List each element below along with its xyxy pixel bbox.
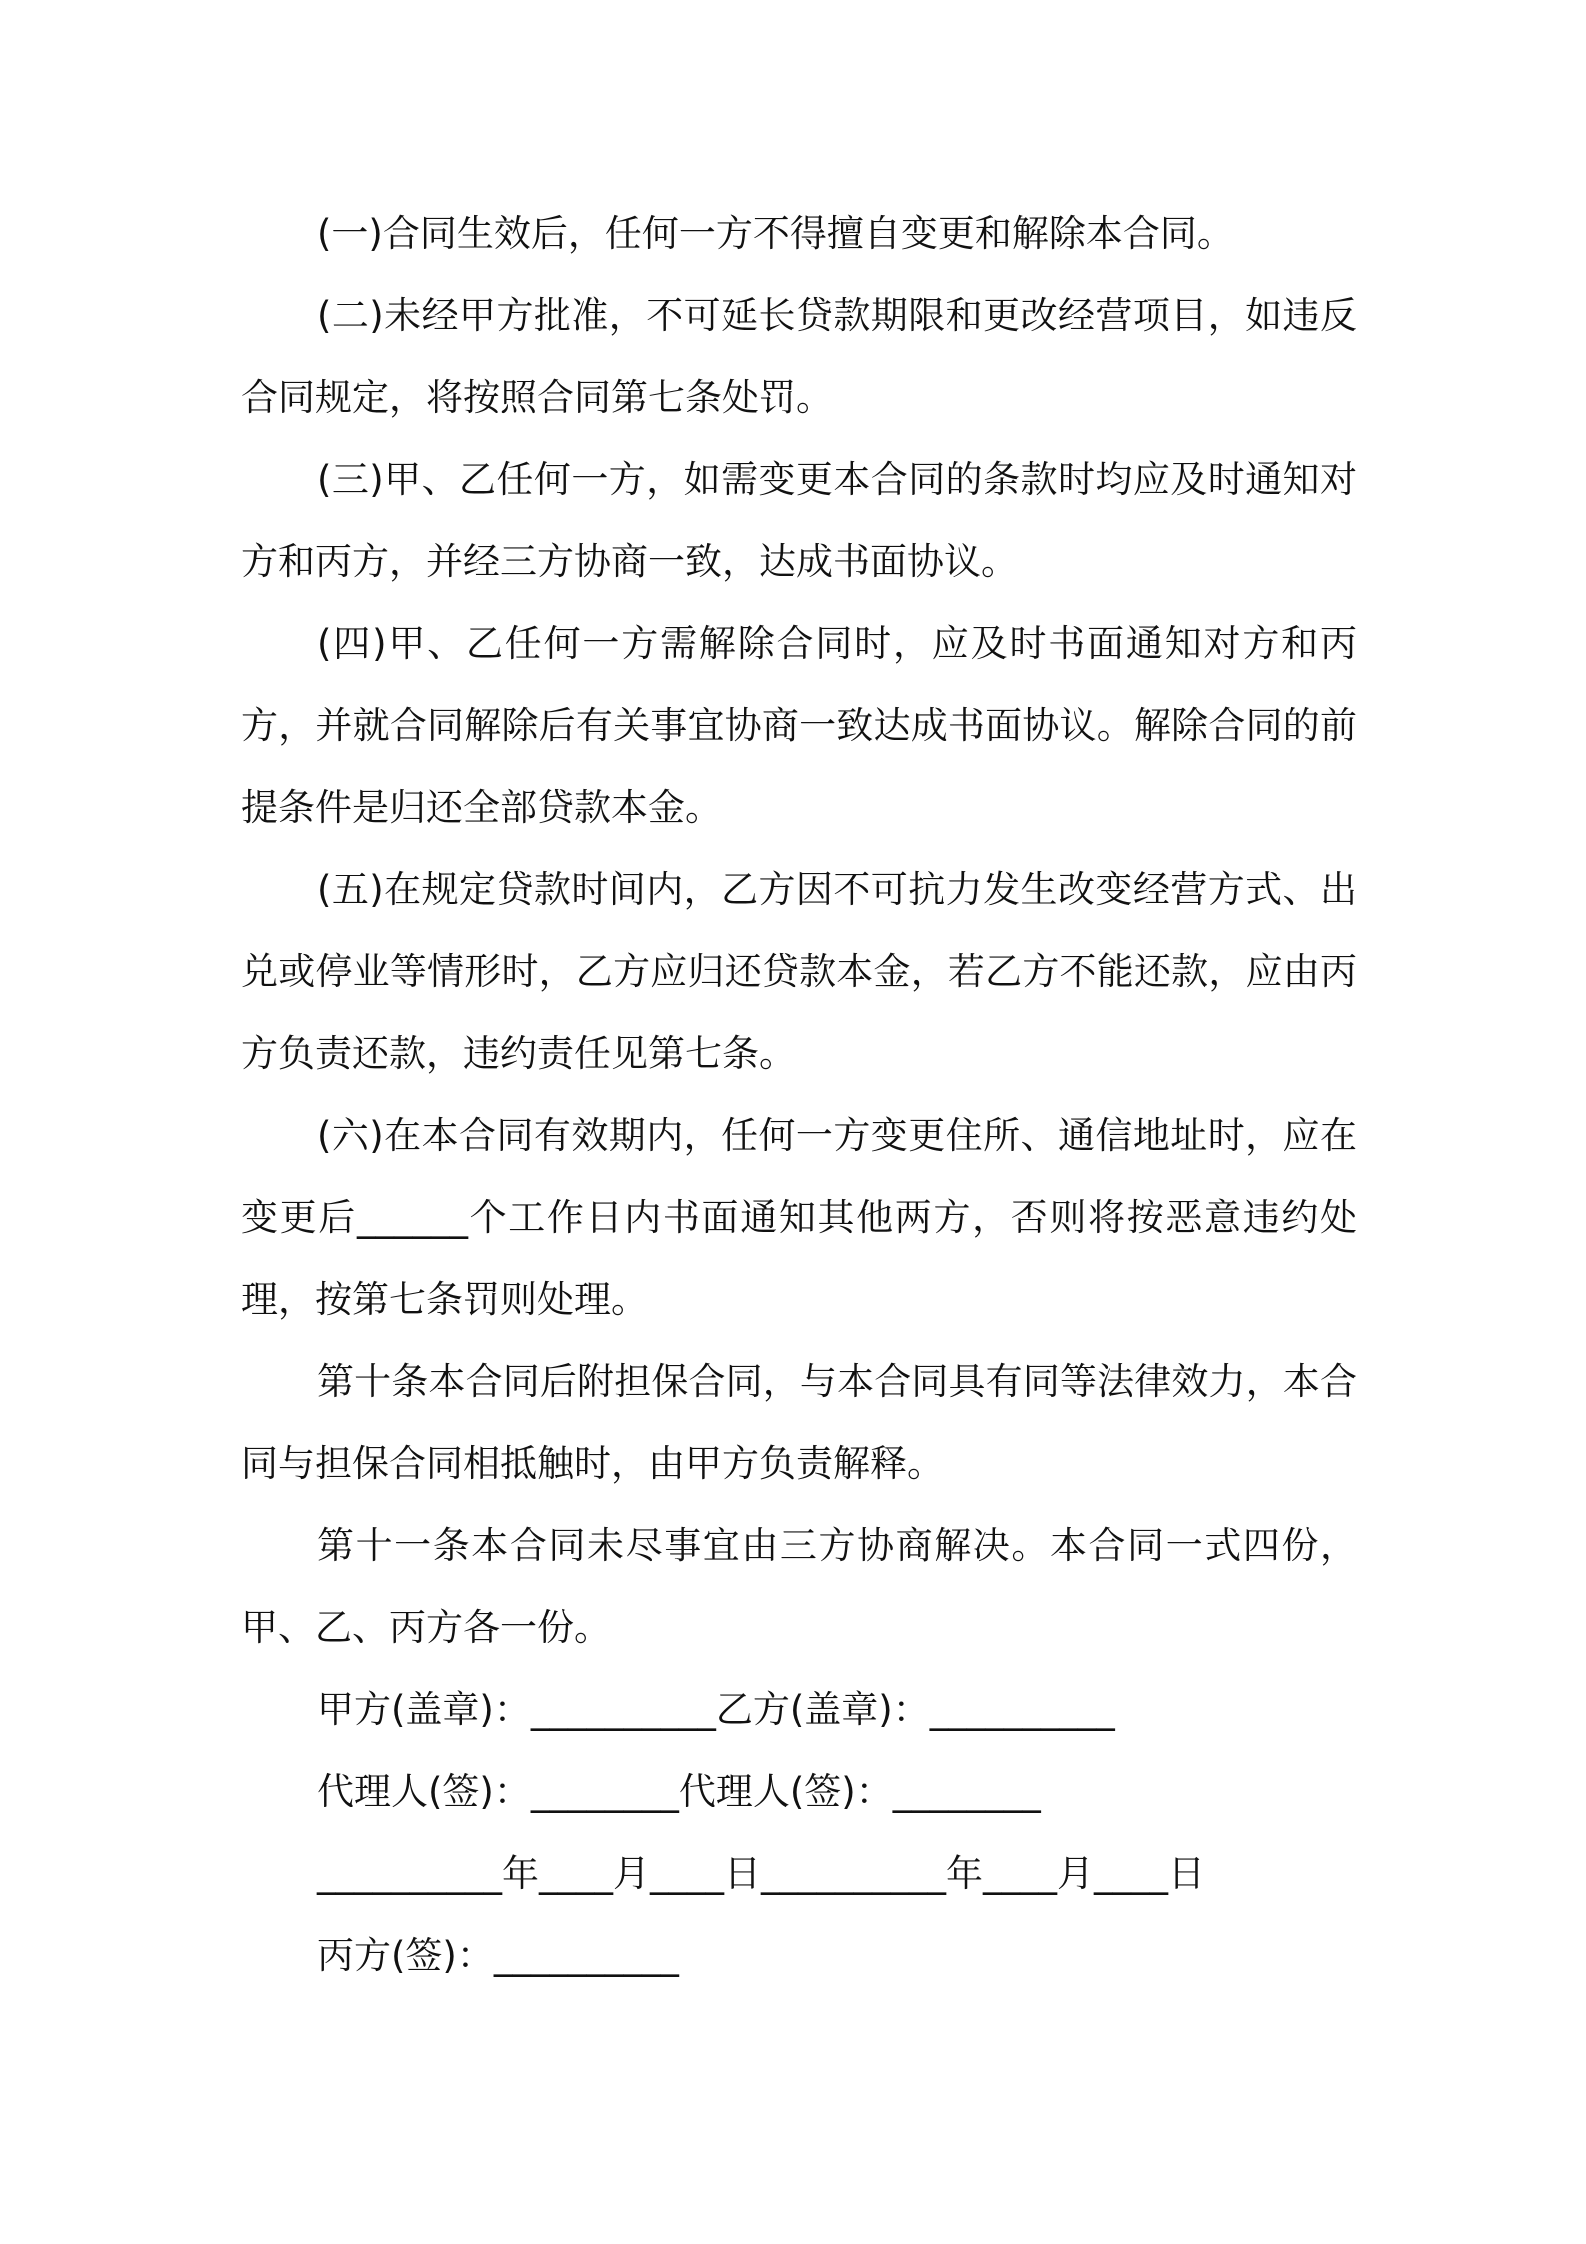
clause-5: (五)在规定贷款时间内，乙方因不可抗力发生改变经营方式、出兑或停业等情形时，乙方应归还贷款本金，若乙方不能还款，应由丙方负责还款，违约责任见第七条。	[241, 868, 1357, 1075]
clause-3: (三)甲、乙任何一方，如需变更本合同的条款时均应及时通知对方和丙方，并经三方协商一致，达成书面协议。	[241, 458, 1357, 583]
clause-2: (二)未经甲方批准，不可延长贷款期限和更改经营项目，如违反合同规定，将按照合同第七条处罚。	[241, 294, 1357, 419]
party-a-b-seal-line: 甲方(盖章)：__________乙方(盖章)：__________	[317, 1688, 1115, 1731]
clause-6: (六)在本合同有效期内，任何一方变更住所、通信地址时，应在变更后______个工作日内书面通知其他两方，否则将按恶意违约处理，按第七条罚则处理。	[241, 1114, 1357, 1321]
date-line: __________年____月____日__________年____月____日	[317, 1852, 1205, 1895]
party-c-sign-line: 丙方(签)：__________	[317, 1934, 679, 1977]
article-11: 第十一条本合同未尽事宜由三方协商解决。本合同一式四份，甲、乙、丙方各一份。	[241, 1524, 1357, 1649]
document-body	[241, 193, 1357, 1997]
clause-1: (一)合同生效后，任何一方不得擅自变更和解除本合同。	[317, 212, 1234, 255]
article-10: 第十条本合同后附担保合同，与本合同具有同等法律效力，本合同与担保合同相抵触时，由甲方负责解释。	[241, 1360, 1357, 1485]
agents-sign-line: 代理人(签)：________代理人(签)：________	[317, 1770, 1041, 1813]
clause-4: (四)甲、乙任何一方需解除合同时，应及时书面通知对方和丙方，并就合同解除后有关事宜协商一致达成书面协议。解除合同的前提条件是归还全部贷款本金。	[241, 622, 1357, 829]
